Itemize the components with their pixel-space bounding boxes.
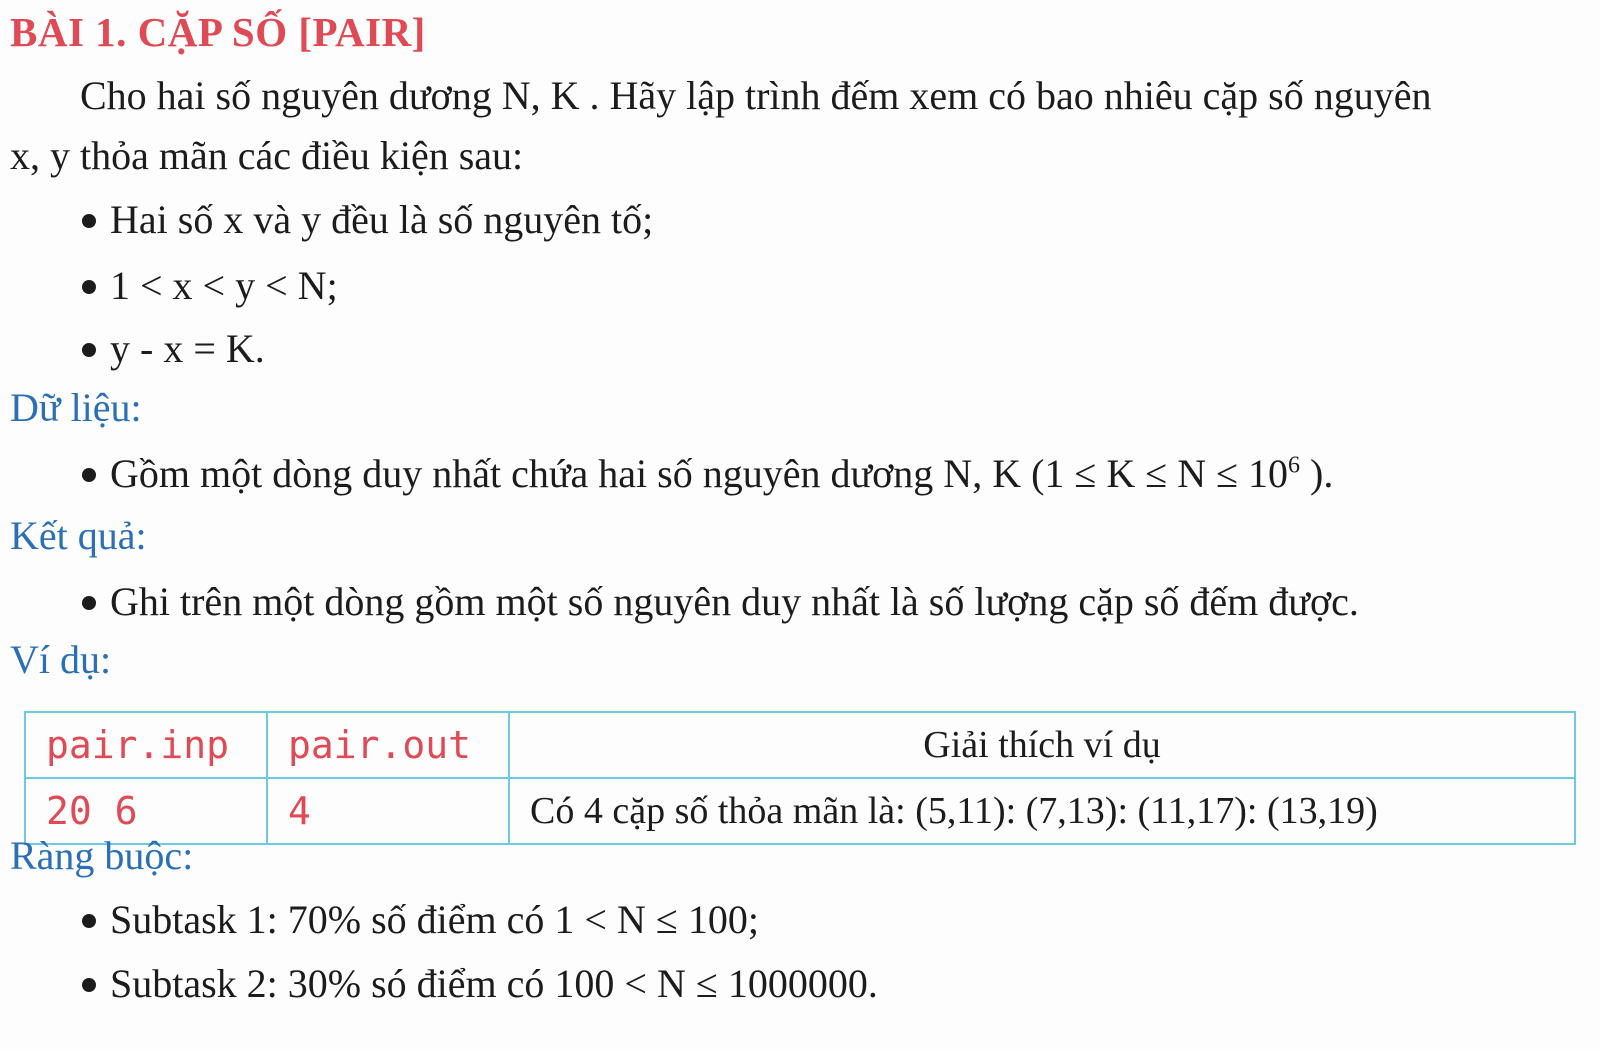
constraint-text: Subtask 1: 70% số điểm có 1 < N ≤ 100; <box>110 897 759 942</box>
input-text: Gồm một dòng duy nhất chứa hai số nguyên dương N, K (1 ≤ K ≤ N ≤ 10 <box>110 451 1289 496</box>
condition-text: 1 < x < y < N; <box>110 263 338 308</box>
bullet-icon <box>82 343 96 357</box>
condition-item <box>82 262 338 309</box>
example-table <box>24 711 1576 845</box>
constraints-heading: Ràng buộc: <box>10 833 194 878</box>
table-cell-explanation: Có 4 cặp số thỏa mãn là: (5,11): (7,13): (11,17): (13,19) <box>509 778 1575 844</box>
condition-text: Hai số x và y đều là số nguyên tố; <box>110 197 654 242</box>
condition-text: y - x = K. <box>110 326 265 371</box>
input-heading: Dữ liệu: <box>10 385 142 430</box>
input-text-end: ). <box>1300 451 1334 496</box>
table-header-explanation: Giải thích ví dụ <box>509 712 1575 778</box>
bullet-icon <box>82 914 96 928</box>
constraint-text: Subtask 2: 30% só điểm có 100 < N ≤ 1000000. <box>110 961 878 1006</box>
statement-line-2: x, y thỏa mãn các điều kiện sau: <box>10 133 524 178</box>
input-item <box>82 450 1333 497</box>
problem-title: BÀI 1. CẶP SỐ [PAIR] <box>10 9 426 55</box>
bullet-icon <box>82 280 96 294</box>
table-header-output: pair.out <box>267 712 509 778</box>
table-header-input: pair.inp <box>25 712 267 778</box>
bullet-icon <box>82 214 96 228</box>
output-text: Ghi trên một dòng gồm một số nguyên duy nhất là số lượng cặp số đếm được. <box>110 579 1359 624</box>
condition-item <box>82 196 653 243</box>
table-cell-input: 20 6 <box>25 778 267 844</box>
bullet-icon <box>82 596 96 610</box>
output-item <box>82 578 1359 625</box>
table-cell-output: 4 <box>267 778 509 844</box>
bullet-icon <box>82 978 96 992</box>
bullet-icon <box>82 468 96 482</box>
statement-line-1: Cho hai số nguyên dương N, K . Hãy lập trình đếm xem có bao nhiêu cặp số nguyên <box>80 73 1432 118</box>
table-row <box>25 778 1575 844</box>
example-heading: Ví dụ: <box>10 637 112 682</box>
problem-statement <box>10 66 1590 186</box>
input-exponent: 6 <box>1288 452 1301 479</box>
condition-item <box>82 325 265 372</box>
constraint-item <box>82 960 878 1007</box>
table-header-row <box>25 712 1575 778</box>
output-heading: Kết quả: <box>10 513 147 558</box>
constraint-item <box>82 896 759 943</box>
